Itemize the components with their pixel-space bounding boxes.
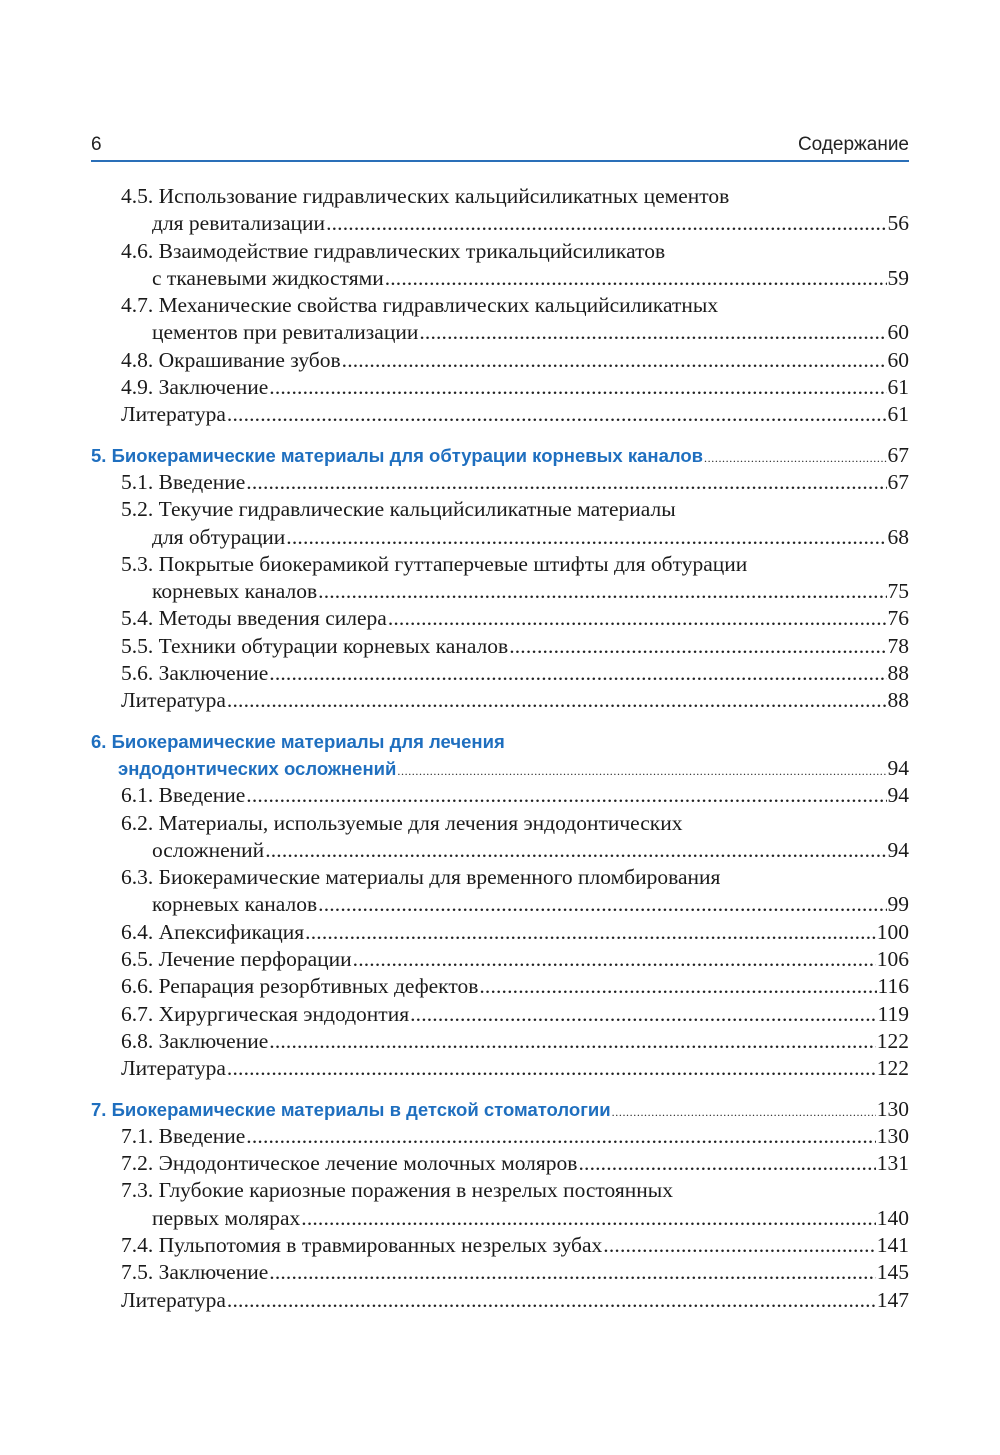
toc-page-number: 99	[887, 892, 909, 917]
dot-leader	[246, 782, 886, 809]
toc-entry-7-4[interactable]	[91, 1232, 909, 1259]
toc-page-number: 140	[876, 1205, 909, 1230]
toc-entry-text: для обтурации . . . 68	[91, 524, 909, 551]
dot-leader	[246, 469, 886, 496]
dot-leader	[227, 401, 887, 428]
toc-page-number: 131	[876, 1151, 909, 1176]
toc-page-number: 116	[877, 974, 909, 999]
dot-leader	[269, 660, 886, 687]
toc-entry-6-8[interactable]	[91, 1028, 909, 1055]
dot-leader	[342, 347, 887, 374]
toc-entry-text: 7.3. Глубокие кариозные поражения в незрелых постоянных	[121, 1178, 673, 1203]
toc-entry-text: цементов при ревитализации . . . 60	[91, 319, 909, 346]
dot-leader	[704, 442, 886, 472]
toc-page-number: 60	[887, 347, 909, 372]
toc-entry-text: 4.9. Заключение . . . 61	[91, 374, 909, 401]
dot-leader	[509, 633, 886, 660]
dot-leader	[269, 374, 886, 401]
dot-leader	[265, 837, 886, 864]
toc-entry-4-9[interactable]	[91, 374, 909, 401]
toc-page-number: 61	[887, 402, 909, 427]
toc-entry-text: 6.1. Введение . . . 94	[91, 782, 909, 809]
dot-leader	[388, 605, 887, 632]
dot-leader	[227, 687, 887, 714]
dot-leader	[318, 578, 886, 605]
toc-entry-text: для ревитализации . . . 56	[91, 210, 909, 237]
dot-leader	[397, 755, 886, 785]
toc-page-number: 88	[887, 688, 909, 713]
toc-entry-text: 6.7. Хирургическая эндодонтия . . . 119	[91, 1001, 909, 1028]
chapter-5	[91, 442, 909, 715]
toc-entry-text: 5.1. Введение . . . 67	[91, 469, 909, 496]
dot-leader	[612, 1096, 876, 1126]
page-number: 6	[91, 134, 102, 155]
dot-leader	[269, 1259, 875, 1286]
toc-page-number: 60	[887, 320, 909, 345]
dot-leader	[318, 891, 886, 918]
toc-page-number: 75	[887, 579, 909, 604]
toc-entry-text: 5.2. Текучие гидравлические кальцийсиликатные материалы	[121, 497, 676, 522]
toc-entry-references[interactable]	[91, 1055, 909, 1082]
toc-page-number: 78	[887, 633, 909, 658]
toc-entry-6-4[interactable]	[91, 919, 909, 946]
toc-entry-text: 6.5. Лечение перфорации . . . 106	[91, 946, 909, 973]
toc-entry-6-3[interactable]	[91, 864, 909, 919]
toc-page-number: 122	[876, 1056, 909, 1081]
toc-entry-5-3[interactable]	[91, 551, 909, 606]
toc-page-number: 88	[887, 661, 909, 686]
dot-leader	[269, 1028, 875, 1055]
toc-entry-text: 5.5. Техники обтурации корневых каналов . . . 78	[91, 633, 909, 660]
toc-entry-text: Литература . . . 147	[91, 1287, 909, 1314]
toc-page-number: 130	[876, 1123, 909, 1148]
toc-entry-text: 7.2. Эндодонтическое лечение молочных моляров . . . 131	[91, 1150, 909, 1177]
toc-entry-references[interactable]	[91, 401, 909, 428]
running-header	[91, 132, 909, 162]
dot-leader	[305, 919, 876, 946]
toc-entry-text: 6.6. Репарация резорбтивных дефектов . . . 116	[91, 973, 909, 1000]
dot-leader	[227, 1055, 876, 1082]
dot-leader	[246, 1123, 875, 1150]
toc-entry-7-5[interactable]	[91, 1259, 909, 1286]
toc-entry-5-1[interactable]	[91, 469, 909, 496]
toc-entry-4-6[interactable]	[91, 238, 909, 293]
dot-leader	[353, 946, 876, 973]
chapter-4-rest	[91, 183, 909, 429]
dot-leader	[419, 319, 886, 346]
chapter-heading[interactable]: 7. Биокерамические материалы в детской стоматологии . . . 130	[91, 1096, 909, 1123]
toc-entry-5-4[interactable]	[91, 605, 909, 632]
toc-entry-4-5[interactable]	[91, 183, 909, 238]
toc-page-number: 141	[876, 1232, 909, 1257]
toc-entry-4-8[interactable]	[91, 347, 909, 374]
toc-entry-6-1[interactable]	[91, 782, 909, 809]
chapter-7	[91, 1096, 909, 1314]
toc-entry-text: корневых каналов . . . 99	[91, 891, 909, 918]
dot-leader	[578, 1150, 875, 1177]
toc-page-number: 68	[887, 524, 909, 549]
toc-entry-text: 4.6. Взаимодействие гидравлических трикальцийсиликатов	[121, 238, 666, 263]
toc-entry-7-1[interactable]	[91, 1123, 909, 1150]
toc-page-number: 145	[876, 1260, 909, 1285]
toc-page-number: 94	[887, 755, 909, 780]
dot-leader	[326, 210, 886, 237]
toc-entry-text: первых молярах . . . 140	[91, 1205, 909, 1232]
toc-page-number: 56	[887, 211, 909, 236]
toc-page-number: 94	[887, 837, 909, 862]
toc-entry-text: 6.8. Заключение . . . 122	[91, 1028, 909, 1055]
toc-page-number: 122	[876, 1028, 909, 1053]
toc-entry-7-3[interactable]	[91, 1177, 909, 1232]
toc-entry-text: Литература . . . 122	[91, 1055, 909, 1082]
toc-entry-5-5[interactable]	[91, 633, 909, 660]
toc-entry-7-2[interactable]	[91, 1150, 909, 1177]
toc-page-number: 130	[876, 1096, 909, 1121]
dot-leader	[301, 1205, 875, 1232]
toc-page-number: 59	[887, 265, 909, 290]
toc-entry-text: Литература . . . 61	[91, 401, 909, 428]
toc-page-number: 119	[877, 1001, 909, 1026]
toc-entry-text: 4.7. Механические свойства гидравлических кальцийсиликатных	[121, 293, 719, 318]
toc-entry-text: 6.3. Биокерамические материалы для временного пломбирования	[121, 865, 721, 890]
toc-entry-text: 5.6. Заключение . . . 88	[91, 660, 909, 687]
toc-entry-6-6[interactable]	[91, 973, 909, 1000]
toc-page-number: 76	[887, 606, 909, 631]
toc-page-number: 147	[876, 1287, 909, 1312]
toc-page-number: 106	[876, 947, 909, 972]
dot-leader	[385, 265, 887, 292]
chapter-6	[91, 728, 909, 1083]
toc-entry-text: 7.5. Заключение . . . 145	[91, 1259, 909, 1286]
toc-entry-text: корневых каналов . . . 75	[91, 578, 909, 605]
toc-entry-text: 4.8. Окрашивание зубов . . . 60	[91, 347, 909, 374]
chapter-heading[interactable]: эндодонтических осложнений . . . 94	[91, 755, 909, 782]
toc-page-number: 94	[887, 783, 909, 808]
toc-page-number: 61	[887, 375, 909, 400]
dot-leader	[227, 1287, 876, 1314]
toc-entry-text: 7.1. Введение . . . 130	[91, 1123, 909, 1150]
toc-entry-text: Литература . . . 88	[91, 687, 909, 714]
toc-entry-text: 7.4. Пульпотомия в травмированных незрелых зубах . . . 141	[91, 1232, 909, 1259]
toc-page-number: 100	[876, 919, 909, 944]
toc-entry-text: 5.3. Покрытые биокерамикой гуттаперчевые штифты для обтурации	[121, 551, 748, 576]
dot-leader	[410, 1001, 876, 1028]
toc-entry-text: 6.2. Материалы, используемые для лечения эндодонтических	[121, 810, 683, 835]
toc-entry-text: с тканевыми жидкостями . . . 59	[91, 265, 909, 292]
toc-entry-text: осложнений . . . 94	[91, 837, 909, 864]
toc-entry-text: 4.5. Использование гидравлических кальцийсиликатных цементов	[121, 184, 730, 208]
dot-leader	[286, 524, 886, 551]
chapter-heading[interactable]: 6. Биокерамические материалы для лечения	[91, 730, 505, 752]
table-of-contents	[91, 183, 909, 1327]
toc-entry-5-2[interactable]	[91, 496, 909, 551]
toc-entry-6-7[interactable]	[91, 1001, 909, 1028]
toc-entry-references[interactable]	[91, 1287, 909, 1314]
toc-entry-4-7[interactable]	[91, 292, 909, 347]
toc-entry-6-2[interactable]	[91, 810, 909, 865]
toc-entry-references[interactable]	[91, 687, 909, 714]
toc-entry-5-6[interactable]	[91, 660, 909, 687]
toc-page-number: 67	[887, 442, 909, 467]
dot-leader	[603, 1232, 875, 1259]
toc-page-number: 67	[887, 469, 909, 494]
toc-entry-6-5[interactable]	[91, 946, 909, 973]
toc-entry-text: 6.4. Апексификация . . . 100	[91, 919, 909, 946]
toc-entry-text: 5.4. Методы введения силера . . . 76	[91, 605, 909, 632]
chapter-heading[interactable]: 5. Биокерамические материалы для обтурации корневых каналов . . . 67	[91, 442, 909, 469]
dot-leader	[479, 973, 876, 1000]
running-title: Содержание	[797, 134, 909, 155]
